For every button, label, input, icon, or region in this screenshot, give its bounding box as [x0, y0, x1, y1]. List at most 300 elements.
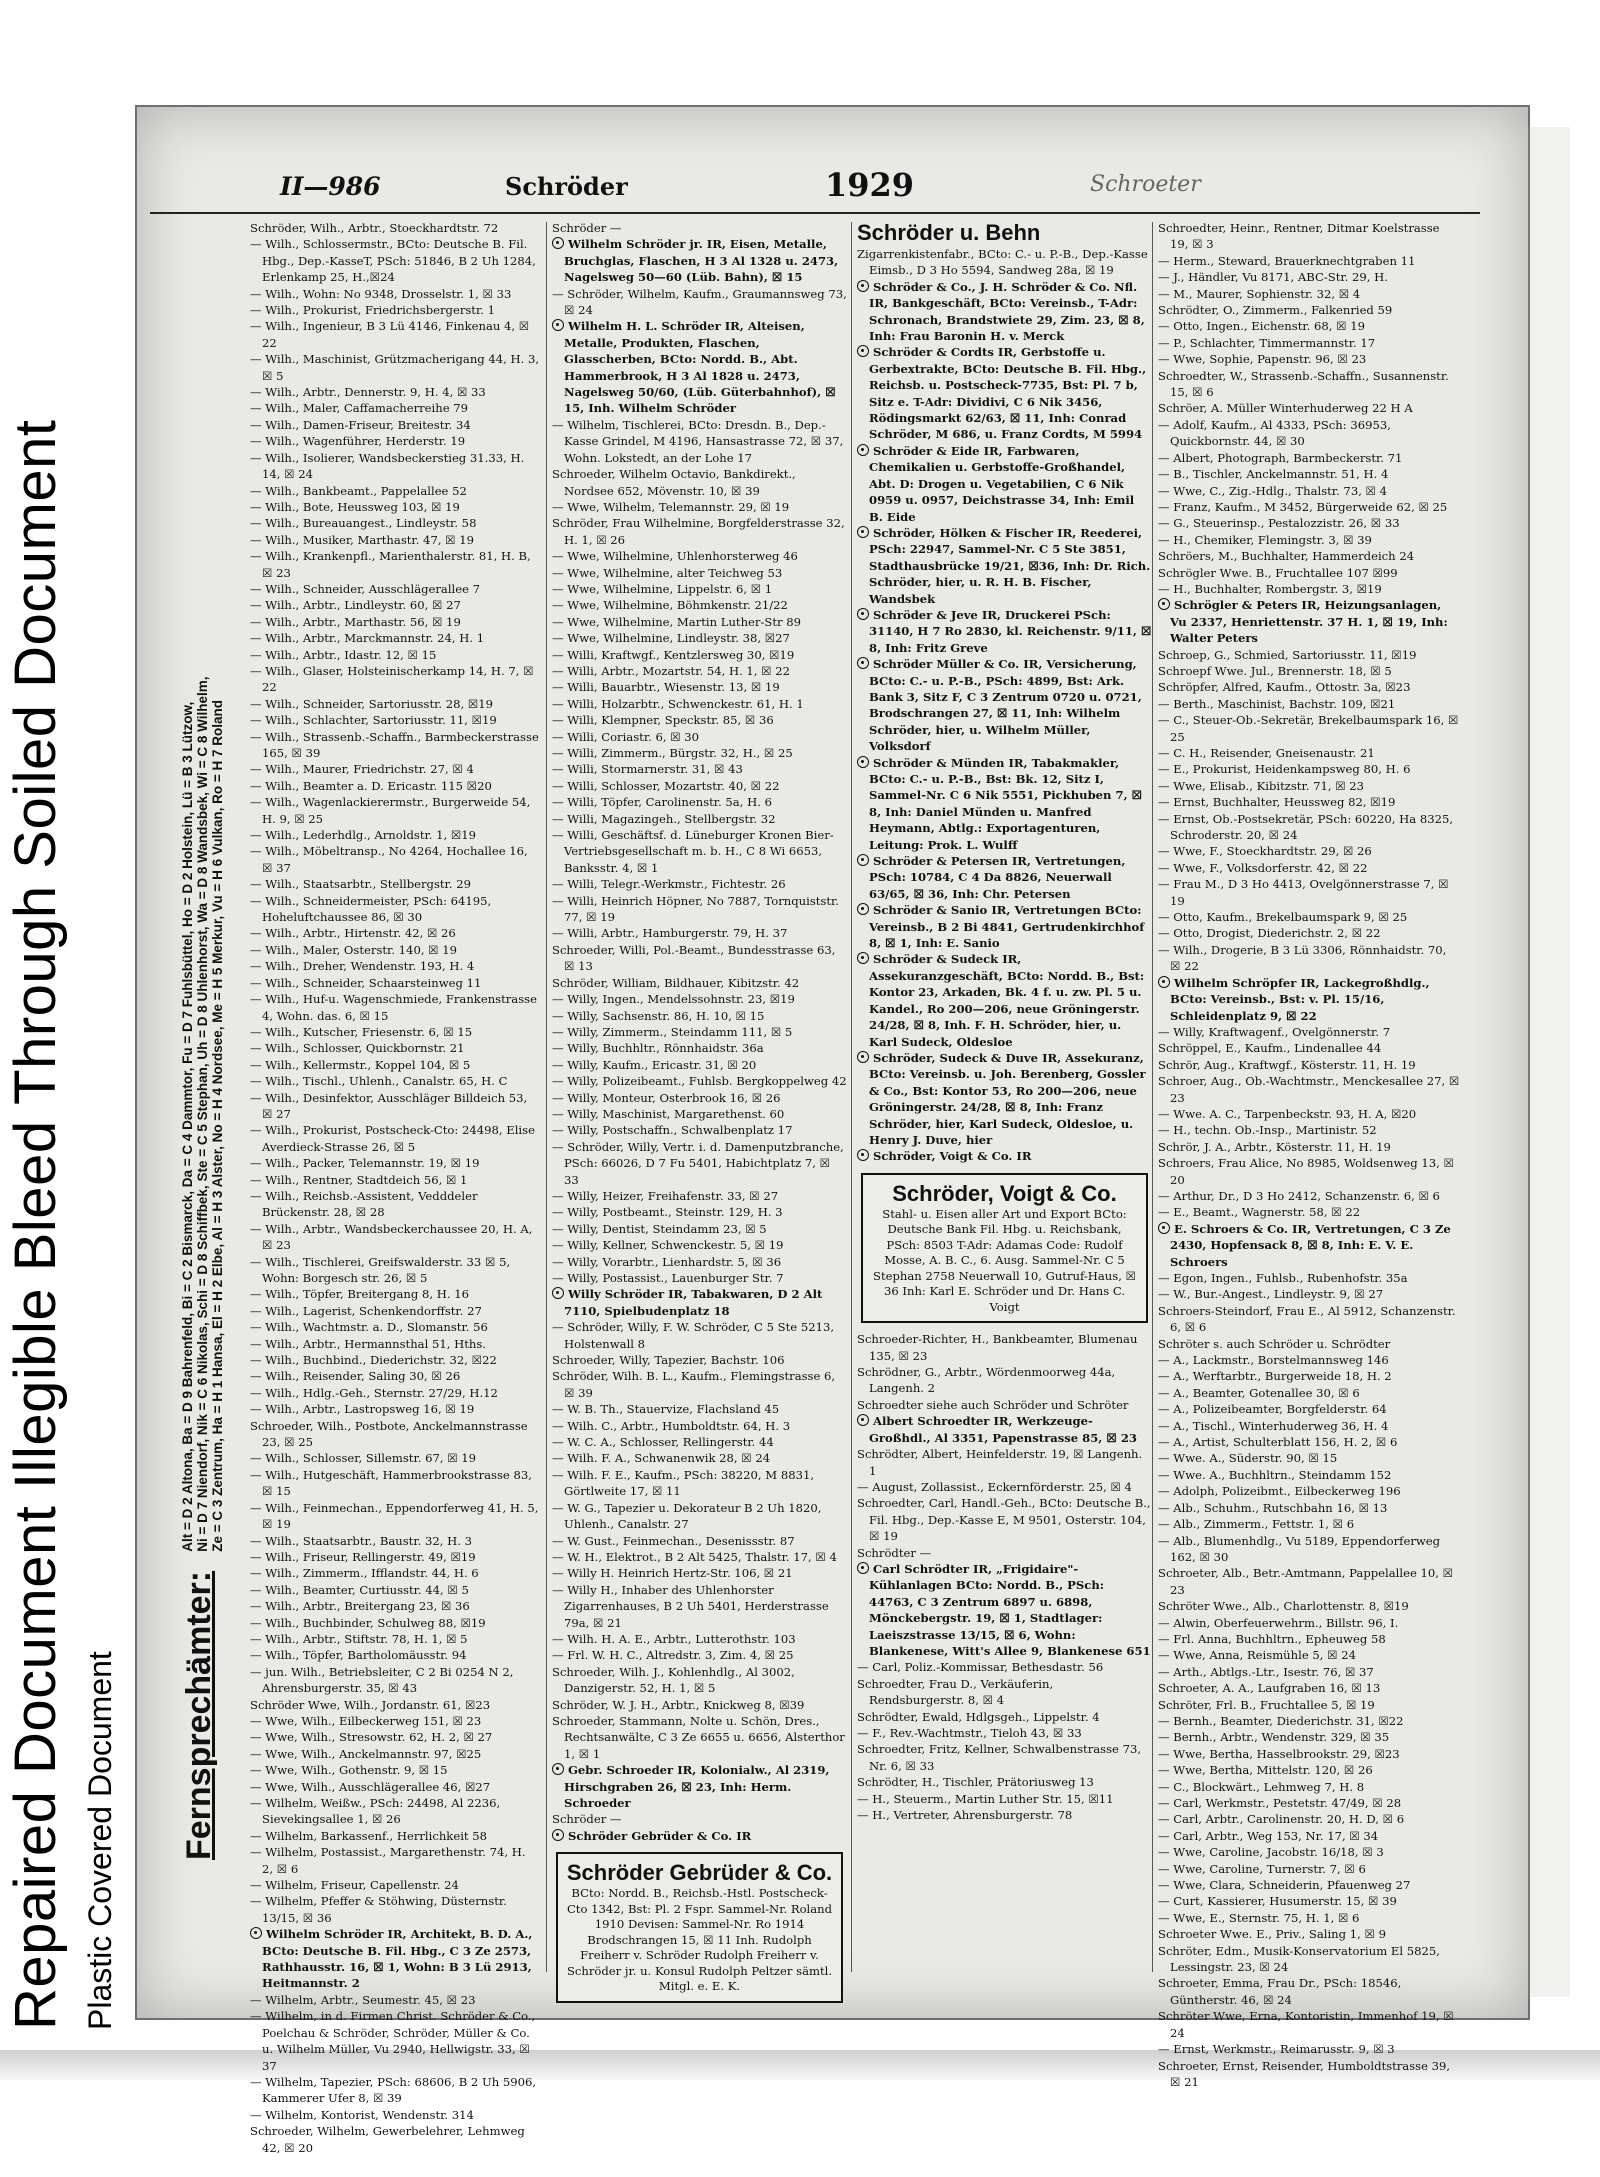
directory-entry: — Wilh., Maler, Osterstr. 140, ☒ 19	[250, 942, 458, 957]
directory-entry: — Wilh., Arbtr., Breitergang 23, ☒ 36	[250, 1599, 470, 1614]
directory-entry: Schröder —	[552, 221, 622, 235]
registered-firm-icon	[857, 903, 869, 915]
directory-entry: Schroeter, A. A., Laufgraben 16, ☒ 13	[1158, 1681, 1381, 1696]
directory-entry: — W. Gust., Feinmechan., Desenissstr. 87	[552, 1533, 795, 1548]
directory-entry: — Wilh., Schneider, Schaarsteinweg 11	[250, 975, 482, 990]
directory-entry: Schroeder, Wilhelm, Gewerbelehrer, Lehmweg 42, ☒ 20	[250, 2124, 525, 2155]
directory-entry: — Wilh., Hdlg.-Geh., Sternstr. 27/29, H.12	[250, 1385, 498, 1400]
directory-entry: Schrödter, H., Tischler, Prätoriusweg 13	[857, 1775, 1094, 1790]
directory-entry: Schröder, Hölken & Fischer IR, Reederei, PSch: 22947, Sammel-Nr. C 5 Ste 3851, Stadthausbrücke 19/21, ☒36, Inh: Dr. Rich. Schröder, hier, u. R. H. B. Fischer, Wandsbek	[857, 525, 1152, 607]
directory-entry: Schröder & Petersen IR, Vertretungen, PSch: 10784, C 4 Da 8826, Neuerwall 63/65, ☒ 36, Inh: Chr. Petersen	[857, 853, 1152, 902]
ad-schroeder-voigt	[861, 1173, 1148, 1324]
directory-entry: Wilhelm Schröder jr. IR, Eisen, Metalle, Bruchglas, Flaschen, H 3 Al 1328 u. 2473, Nagelsweg 50—60 (Lüb. Bahn), ☒ 15	[552, 236, 847, 285]
registered-firm-icon	[1158, 598, 1170, 610]
directory-entry: — Wilh., Strassenb.-Schaffn., Barmbeckerstrasse 165, ☒ 39	[250, 729, 539, 760]
directory-entry: — Wwe, Wilhelmine, Uhlenhorsterweg 46	[552, 549, 798, 564]
directory-entry: — W. B. Th., Stauervize, Flachsland 45	[552, 1402, 780, 1417]
ad-title: Schröder, Voigt & Co.	[892, 1180, 1117, 1206]
directory-entry: — E., Beamt., Wagnerstr. 58, ☒ 22	[1158, 1205, 1361, 1220]
directory-entry: — Wilh., Arbtr., Idastr. 12, ☒ 15	[250, 647, 437, 662]
directory-entry: — Wilh., Arbtr., Wandsbeckerchaussee 20, H. A, ☒ 23	[250, 1221, 533, 1253]
directory-entry: — Willy, Postbeamt., Steinstr. 129, H. 3	[552, 1205, 783, 1220]
directory-entry: — Willi, Schlosser, Mozartstr. 40, ☒ 22	[552, 778, 780, 793]
directory-entry: Schröder & Cordts IR, Gerbstoffe u. Gerbextrakte, BCto: Deutsche B. Fil. Hbg., Reichsb. u. Postscheck-7735, Bst: Pl. 7 b, Sitz e. T-Adr: Dividivi, C 6 Nik 3456, Rödingsmarkt 62/63, ☒ 11, Inh: Conrad Schröder, M 686, u. Franz Cordts, M 5994	[857, 344, 1152, 442]
directory-entry: — Wilhelm, Weißw., PSch: 24498, Al 2236, Sievekingsallee 1, ☒ 26	[250, 1796, 501, 1827]
directory-entry: — Wilh., Schlossermstr., BCto: Deutsche B. Fil. Hbg., Dep.-KasseT, PSch: 51846, B 2 Uh 1284, Erlenkamp 25, H.,☒24	[250, 237, 536, 285]
directory-entry: — Wilh., Huf-u. Wagenschmiede, Frankenstrasse 4, Wohn. das. 6, ☒ 15	[250, 992, 537, 1023]
directory-entry: Schröder & Münden IR, Tabakmakler, BCto: C.- u. P.-B., Bst: Bk. 12, Sitz I, Sammel-Nr. C 6 Nik 5551, Pickhuben 7, ☒ 8, Inh: Daniel Münden u. Manfred Heymann, Abtlg.: Exportagenturen, Leitung: Prok. L. Wulff	[857, 755, 1152, 853]
directory-entry: — Adolf, Kaufm., Al 4333, PSch: 36953, Quickbornstr. 44, ☒ 30	[1158, 417, 1391, 449]
directory-entry: — Wwe, Wilhelmine, Böhmkenstr. 21/22	[552, 598, 788, 613]
directory-entry: — Willi, Heinrich Höpner, No 7887, Tornquiststr. 77, ☒ 19	[552, 893, 839, 925]
directory-entry: — Wilh. F. A., Schwanenwik 28, ☒ 24	[552, 1451, 771, 1466]
column-rule	[1152, 222, 1153, 1972]
directory-entry: — Wwe. A., Buchhltrn., Steindamm 152	[1158, 1467, 1392, 1482]
directory-entry: — Wilh. C., Arbtr., Humboldtstr. 64, H. 3	[552, 1418, 791, 1433]
directory-entry: — Wilh., Tischl., Uhlenh., Canalstr. 65, H. C	[250, 1074, 508, 1089]
directory-entry: — Wilhelm, in d. Firmen Christ. Schröder & Co., Poelchau & Schröder, Schröder, Müller & Co. u. Wilhelm Müller, Vu 2940, Hellwigstr. 33, ☒ 37	[250, 2009, 536, 2073]
directory-entry: Schröder, Sudeck & Duve IR, Assekuranz, BCto: Vereinsb. u. Joh. Berenberg, Gossler & Co., Bst: Kontor 53, Ro 200—206, neue Gröningerstr. 24/28, ☒ 8, Inh: Franz Schröder, hier, Karl Sudeck, Oldesloe, u. Henry J. Duve, hier	[857, 1050, 1152, 1148]
directory-entry: — Wwe, Caroline, Jacobstr. 16/18, ☒ 3	[1158, 1845, 1384, 1860]
registered-firm-icon	[250, 1927, 262, 1939]
directory-entry: — Wilh., Schneidermeister, PSch: 64195, Hoheluftchaussee 86, ☒ 30	[250, 893, 492, 925]
directory-entry: — Willy, Postschaffn., Schwalbenplatz 17	[552, 1123, 793, 1138]
archive-stamp	[0, 150, 120, 2030]
directory-entry: — Wwe, Clara, Schneiderin, Pfauenweg 27	[1158, 1878, 1411, 1893]
registered-firm-icon	[552, 319, 564, 331]
directory-entry: — Willy, Heizer, Freihafenstr. 33, ☒ 27	[552, 1188, 779, 1203]
directory-entry: — Wilh., Bureauangest., Lindleystr. 58	[250, 516, 477, 531]
directory-entry: — Wilh., Friseur, Rellingerstr. 49, ☒19	[250, 1549, 476, 1564]
directory-entry: — Willi, Zimmerm., Bürgstr. 32, H., ☒ 25	[552, 746, 793, 760]
directory-entry: E. Schroers & Co. IR, Vertretungen, C 3 Ze 2430, Hopfensack 8, ☒ 8, Inh: E. V. E. Schroers	[1158, 1221, 1460, 1270]
legend-title: Fernsprechämter:	[180, 1570, 218, 1860]
directory-entry: — Willi, Stormarnerstr. 31, ☒ 43	[552, 762, 743, 777]
directory-entry: — H., Vertreter, Ahrensburgerstr. 78	[857, 1808, 1073, 1823]
directory-entry: — Wilh., Kellermstr., Koppel 104, ☒ 5	[250, 1057, 471, 1072]
directory-entry: — Wwe, Elisab., Kibitzstr. 71, ☒ 23	[1158, 778, 1365, 793]
directory-entry: Schroedter, Frau D., Verkäuferin, Rendsburgerstr. 8, ☒ 4	[857, 1676, 1054, 1708]
directory-entry: — Wilh., Schlachter, Sartoriusstr. 11, ☒19	[250, 713, 497, 728]
directory-entry: — C. H., Reisender, Gneisenaustr. 21	[1158, 746, 1375, 760]
directory-entry: — Wilh., Maschinist, Grützmacherigang 44, H. 3, ☒ 5	[250, 352, 540, 383]
directory-entry: — Wilh., Wagenführer, Herderstr. 19	[250, 434, 466, 449]
directory-entry: — Willi, Coriastr. 6, ☒ 30	[552, 729, 700, 744]
directory-entry: — Wwe, Wilh., Anckelmannstr. 97, ☒25	[250, 1746, 482, 1761]
directory-entry: Schroers-Steindorf, Frau E., Al 5912, Schanzenstr. 6, ☒ 6	[1158, 1303, 1456, 1335]
directory-entry: Schröder & Sudeck IR, Assekuranzgeschäft, BCto: Nordd. B., Bst: Kontor 23, Arkaden, Bk. 4 f. u. zw. Pl. 5 u. Kandel., Ro 200—206, neue Gröningerstr. 24/28, ☒ 8, Inh. F. H. Schröder, hier, u. Karl Sudeck, Oldesloe	[857, 951, 1152, 1049]
directory-entry: Schröers, M., Buchhalter, Hammerdeich 24	[1158, 549, 1415, 564]
directory-entry: — Wilh., Buchbind., Diederichstr. 32, ☒22	[250, 1353, 497, 1368]
directory-entry: — Wilh., Schneider, Ausschlägerallee 7	[250, 581, 481, 596]
directory-entry: — Alb., Blumenhdlg., Vu 5189, Eppendorferweg 162, ☒ 30	[1158, 1533, 1441, 1564]
directory-entry: — H., techn. Ob.-Insp., Martinistr. 52	[1158, 1123, 1377, 1138]
registered-firm-icon	[857, 952, 869, 964]
page-number: II—986	[280, 172, 381, 201]
directory-entry: Schrödner, G., Arbtr., Wördenmoorweg 44a, Langenh. 2	[857, 1365, 1116, 1396]
directory-entry: — Wwe, F., Stoeckhardtstr. 29, ☒ 26	[1158, 844, 1372, 859]
directory-entry: — Wilh., Feinmechan., Eppendorferweg 41, H. 5, ☒ 19	[250, 1500, 539, 1532]
directory-entry: — Albert, Photograph, Barmbeckerstr. 71	[1158, 450, 1403, 465]
registered-firm-icon	[857, 657, 869, 669]
directory-entry: Schröer, A. Müller Winterhuderweg 22 H A	[1158, 401, 1413, 416]
directory-entry: — Franz, Kaufm., M 3452, Bürgerweide 62, ☒ 25	[1158, 499, 1448, 514]
directory-entry: — Frl. Anna, Buchhltrn., Epheuweg 58	[1158, 1631, 1386, 1646]
directory-entry: — Willy, Buchhltr., Rönnhaidstr. 36a	[552, 1041, 764, 1056]
directory-entry: — Wwe, Wilhelmine, alter Teichweg 53	[552, 565, 783, 580]
directory-entry: — Willy, Dentist, Steindamm 23, ☒ 5	[552, 1221, 767, 1236]
directory-entry: — Carl, Arbtr., Carolinenstr. 20, H. D, ☒ 6	[1158, 1812, 1405, 1827]
directory-entry: — Carl, Werkmstr., Pestetstr. 47/49, ☒ 28	[1158, 1796, 1402, 1810]
directory-entry: Schröpfer, Alfred, Kaufm., Ottostr. 3a, ☒23	[1158, 680, 1411, 695]
directory-entry: — Wwe. A., Süderstr. 90, ☒ 15	[1158, 1451, 1338, 1466]
directory-entry: — Willy, Polizeibeamt., Fuhlsb. Bergkoppelweg 42	[552, 1074, 847, 1089]
directory-entry: — Curt, Kassierer, Husumerstr. 15, ☒ 39	[1158, 1894, 1397, 1909]
directory-entry: — W. G., Tapezier u. Dekorateur B 2 Uh 1820, Uhlenh., Canalstr. 27	[552, 1500, 822, 1532]
directory-entry: — A., Lackmstr., Borstelmannsweg 146	[1158, 1353, 1389, 1368]
directory-entry: — Wilh., Ingenieur, B 3 Lü 4146, Finkenau 4, ☒ 22	[250, 319, 530, 350]
directory-entry: — Willi, Arbtr., Hamburgerstr. 79, H. 37	[552, 926, 788, 941]
legend-codes	[180, 676, 225, 1551]
directory-entry: — Wilhelm, Barkassenf., Herrlichkeit 58	[250, 1828, 488, 1843]
directory-entry: Schröter Wwe, Erna, Kontoristin, Immenhof 19, ☒ 24	[1158, 2009, 1454, 2040]
directory-entry: — Wwe, F., Volksdorferstr. 42, ☒ 22	[1158, 860, 1368, 875]
directory-entry: Schröder —	[552, 1812, 622, 1827]
directory-entry: — Wilh., Beamter, Curtiusstr. 44, ☒ 5	[250, 1582, 469, 1597]
directory-entry: — Bernh., Beamter, Diederichstr. 31, ☒22	[1158, 1713, 1404, 1728]
directory-entry: — Willi, Geschäftsf. d. Lüneburger Kronen Bier-Vertriebsgesellschaft m. b. H., C 8 Wi 6653, Banksstr. 4, ☒ 1	[552, 828, 834, 875]
directory-entry: — Wilh., Wagenlackierermstr., Burgerweide 54, H. 9, ☒ 25	[250, 795, 531, 826]
ad-title: Schröder Gebrüder & Co.	[566, 1860, 833, 1886]
directory-entry: — Wilh., Maurer, Friedrichstr. 27, ☒ 4	[250, 762, 474, 777]
directory-entry: Schroer, Aug., Ob.-Wachtmstr., Menckesallee 27, ☒ 23	[1158, 1074, 1460, 1105]
directory-entry: — Wilh., Lagerist, Schenkendorffstr. 27	[250, 1303, 482, 1318]
directory-entry: — Wilh., Arbtr., Marckmannstr. 24, H. 1	[250, 631, 485, 646]
directory-entry: — F., Rev.-Wachtmstr., Tieloh 43, ☒ 33	[857, 1726, 1082, 1740]
directory-entry: — Wwe, Sophie, Papenstr. 96, ☒ 23	[1158, 352, 1367, 367]
directory-entry: — Otto, Kaufm., Brekelbaumspark 9, ☒ 25	[1158, 910, 1408, 925]
directory-entry: — Otto, Ingen., Eichenstr. 68, ☒ 19	[1158, 319, 1365, 334]
directory-entry: — Willi, Klempner, Speckstr. 85, ☒ 36	[552, 713, 774, 728]
registered-firm-icon	[857, 1051, 869, 1063]
directory-entry: — C., Blockwärt., Lehmweg 7, H. 8	[1158, 1779, 1365, 1794]
directory-entry: — Schröder, Willy, Vertr. i. d. Damenputzbranche, PSch: 66026, D 7 Fu 5401, Habichtplatz 7, ☒ 33	[552, 1139, 844, 1187]
registered-firm-icon	[857, 444, 869, 456]
directory-entry: — Wilh., Arbtr., Lindleystr. 60, ☒ 27	[250, 598, 461, 613]
directory-entry: — Wilh., Staatsarbtr., Baustr. 32, H. 3	[250, 1533, 472, 1548]
registered-firm-icon	[552, 1763, 564, 1775]
directory-entry: Schröder & Eide IR, Farbwaren, Chemikalien u. Gerbstoffe-Großhandel, Abt. D: Drogen u. Vegetabilien, C 6 Nik 0959 u. 0957, Deichstrasse 34, Inh: Emil B. Eide	[857, 443, 1152, 525]
directory-entry: — Wilh., Arbtr., Lastropsweg 16, ☒ 19	[250, 1402, 475, 1417]
directory-entry: — Wwe, Anna, Reismühle 5, ☒ 24	[1158, 1648, 1356, 1663]
directory-entry: — Wilhelm, Tischlerei, BCto: Dresdn. B., Dep.-Kasse Grindel, M 4196, Hansastrasse 72, ☒ 37, Wohn. Lokstedt, an der Lohe 17	[552, 417, 844, 465]
directory-entry: — Willy, Vorarbtr., Lienhardstr. 5, ☒ 36	[552, 1254, 782, 1269]
directory-entry: — A., Artist, Schulterblatt 156, H. 2, ☒ 6	[1158, 1435, 1398, 1450]
directory-entry: Schroedter, W., Strassenb.-Schaffn., Susannenstr. 15, ☒ 6	[1158, 368, 1449, 400]
directory-entry: — H., Buchhalter, Rombergstr. 3, ☒19	[1158, 581, 1382, 596]
directory-entry: — Wilh. H. A. E., Arbtr., Lutterothstr. 103	[552, 1631, 796, 1646]
directory-entry: — Wilh., Töpfer, Breitergang 8, H. 16	[250, 1287, 469, 1302]
directory-entry: — Wilh., Arbtr., Stiftstr. 78, H. 1, ☒ 5	[250, 1631, 468, 1646]
directory-entry: — Willy, Kaufm., Ericastr. 31, ☒ 20	[552, 1057, 757, 1072]
directory-entry: — A., Werftarbtr., Burgerweide 18, H. 2	[1158, 1369, 1392, 1384]
directory-entry: Gebr. Schroeder IR, Kolonialw., Al 2319, Hirschgraben 26, ☒ 23, Inh: Herm. Schroeder	[552, 1762, 847, 1811]
directory-entry: Schröder, Wilh. B. L., Kaufm., Flemingstrasse 6, ☒ 39	[552, 1369, 836, 1400]
directory-entry: — Carl, Poliz.-Kommissar, Bethesdastr. 56	[857, 1660, 1104, 1675]
adjacent-page-edge	[1528, 127, 1570, 1997]
directory-entry: Schröder Müller & Co. IR, Versicherung, BCto: C.- u. P.-B., PSch: 4899, Bst: Ark. Bank 3, Sitz F, C 3 Zentrum 0720 u. 0721, Brodschrangen 27, ☒ 11, Inh: Wilhelm Schröder, hier, u. Wilhelm Müller, Volksdorf	[857, 656, 1152, 754]
directory-entry: — Wilh., Lederhdlg., Arnoldstr. 1, ☒19	[250, 828, 477, 843]
directory-entry: Schröder & Sanio IR, Vertretungen BCto: Vereinsb., B 2 Bi 4841, Gertrudenkirchhof 8, ☒ 1, Inh: E. Sanio	[857, 902, 1152, 951]
directory-entry: — Egon, Ingen., Fuhlsb., Rubenhofstr. 35a	[1158, 1271, 1408, 1285]
directory-entry: — A., Polizeibeamter, Borgfelderstr. 64	[1158, 1402, 1387, 1417]
registered-firm-icon	[552, 1287, 564, 1299]
directory-entry: — W. H., Elektrot., B 2 Alt 5425, Thalstr. 17, ☒ 4	[552, 1549, 837, 1564]
directory-entry: — Wilh., Desinfektor, Ausschläger Billdeich 53, ☒ 27	[250, 1090, 528, 1121]
directory-entry: — Willy, Kraftwagenf., Ovelgönnerstr. 7	[1158, 1024, 1391, 1039]
directory-entry: — Wwe, Caroline, Turnerstr. 7, ☒ 6	[1158, 1861, 1366, 1876]
directory-entry: Schroeter, Emma, Frau Dr., PSch: 18546, Güntherstr. 46, ☒ 24	[1158, 1976, 1402, 2007]
directory-entry: — Wwe, Wilhelmine, Lippelstr. 6, ☒ 1	[552, 581, 773, 596]
directory-entry: — B., Tischler, Anckelmannstr. 51, H. 4	[1158, 467, 1389, 482]
directory-entry: — Wilh., Rentner, Stadtdeich 56, ☒ 1	[250, 1172, 468, 1187]
directory-entry: Schroedter, Fritz, Kellner, Schwalbenstrasse 73, Nr. 6, ☒ 33	[857, 1742, 1142, 1773]
directory-entry: Schröppel, E., Kaufm., Lindenallee 44	[1158, 1041, 1382, 1056]
column-3-entries-lower	[857, 1331, 1152, 1823]
directory-entry: — Wilh., Wohn: No 9348, Drosselstr. 1, ☒ 33	[250, 286, 512, 301]
directory-entry: — Wilh., Packer, Telemannstr. 19, ☒ 19	[250, 1156, 480, 1171]
ad-body: Stahl- u. Eisen aller Art und Export BCto: Deutsche Bank Fil. Hbg. u. Reichsbank, PSch: 8503 T-Adr: Adamas Code: Rudolf Mosse, A. B. C., 6. Ausg. Sammel-Nr. C 5 Stephan 2758 Neuerwall 10, Gutruf-Haus, ☒ 36 Inh: Karl E. Schröder und Dr. Hans C. Voigt	[873, 1206, 1136, 1314]
directory-entry: — Wwe, Bertha, Hasselbrookstr. 29, ☒23	[1158, 1746, 1400, 1761]
directory-entry: — Wwe, Wilh., Ausschlägerallee 46, ☒27	[250, 1779, 491, 1794]
directory-entry: — Wilh., Wachtmstr. a. D., Slomanstr. 56	[250, 1320, 488, 1335]
directory-entry: — Wilh., Schlosser, Sillemstr. 67, ☒ 19	[250, 1451, 477, 1466]
directory-entry: — Wilh., Kutscher, Friesenstr. 6, ☒ 15	[250, 1024, 473, 1039]
directory-entry: Schröter, Edm., Musik-Konservatorium El 5825, Lessingstr. 23, ☒ 24	[1158, 1943, 1440, 1975]
directory-entry: — Wilh., Beamter a. D. Ericastr. 115 ☒20	[250, 778, 492, 793]
directory-entry: Schrör, J. A., Arbtr., Kösterstr. 11, H. 19	[1158, 1139, 1391, 1154]
directory-entry: — August, Zollassist., Eckernförderstr. 25, ☒ 4	[857, 1479, 1132, 1494]
directory-entry: Zigarrenkistenfabr., BCto: C.- u. P.-B., Dep.-Kasse Eimsb., D 3 Ho 5594, Sandweg 28a, ☒ 19	[857, 247, 1148, 278]
directory-entry: — G., Steuerinsp., Pestalozzistr. 26, ☒ 33	[1158, 516, 1400, 531]
directory-entry: — Willi, Töpfer, Carolinenstr. 5a, H. 6	[552, 795, 772, 810]
header-year: 1929	[825, 166, 915, 204]
directory-entry: — C., Steuer-Ob.-Sekretär, Brekelbaumspark 16, ☒ 25	[1158, 713, 1459, 744]
registered-firm-icon	[857, 1414, 869, 1426]
directory-entry: Schroeter, Alb., Betr.-Amtmann, Pappelallee 10, ☒ 23	[1158, 1566, 1454, 1597]
registered-firm-icon	[857, 1562, 869, 1574]
registered-firm-icon	[1158, 1222, 1170, 1234]
directory-entry: — Wilh., Töpfer, Bartholomäusstr. 94	[250, 1648, 467, 1663]
directory-entry: — Wilh., Prokurist, Friedrichsbergerstr. 1	[250, 303, 495, 318]
directory-entry: — Wilh., Drogerie, B 3 Lü 3306, Rönnhaidstr. 70, ☒ 22	[1158, 942, 1447, 974]
directory-entry: — H., Steuerm., Martin Luther Str. 15, ☒11	[857, 1791, 1114, 1806]
directory-entry: — Willi, Bauarbtr., Wiesenstr. 13, ☒ 19	[552, 680, 780, 695]
directory-entry: — Frl. W. H. C., Altredstr. 3, Zim. 4, ☒ 25	[552, 1648, 794, 1663]
directory-entry: Schroeder, Wilh., Postbote, Anckelmannstrasse 23, ☒ 25	[250, 1418, 528, 1450]
directory-entry: — E., Prokurist, Heidenkampsweg 80, H. 6	[1158, 762, 1411, 777]
directory-entry: — Wilhelm, Tapezier, PSch: 68606, B 2 Uh 5906, Kammerer Ufer 8, ☒ 39	[250, 2074, 537, 2106]
directory-entry: Schröder Gebrüder & Co. IR	[552, 1828, 847, 1844]
directory-entry: — Arthur, Dr., D 3 Ho 2412, Schanzenstr. 6, ☒ 6	[1158, 1188, 1440, 1203]
directory-entry: — Willi, Kraftwgf., Kentzlersweg 30, ☒19	[552, 647, 795, 662]
directory-entry: Wilhelm Schröder IR, Architekt, B. D. A., BCto: Deutsche B. Fil. Hbg., C 3 Ze 2573, Rathhausstr. 16, ☒ 1, Wohn: B 3 Lü 2913, Heitmannstr. 2	[250, 1926, 540, 1992]
page-header	[150, 166, 1480, 214]
directory-entry: Schrögler Wwe. B., Fruchtallee 107 ☒99	[1158, 565, 1398, 580]
directory-entry: — W. C. A., Schlosser, Rellingerstr. 44	[552, 1435, 774, 1450]
directory-entry: Schröder, W. J. H., Arbtr., Knickweg 8, ☒39	[552, 1697, 805, 1712]
directory-entry: Schroeder, Wilh. J., Kohlenhdlg., Al 3002, Danzigerstr. 52, H. 1, ☒ 5	[552, 1664, 795, 1696]
directory-entry: Schröder & Jeve IR, Druckerei PSch: 31140, H 7 Ro 2830, kl. Reichenstr. 9/11, ☒ 8, Inh: Fritz Greve	[857, 607, 1152, 656]
directory-entry: — Willy H. Heinrich Hertz-Str. 106, ☒ 21	[552, 1566, 793, 1581]
directory-entry: Wilhelm H. L. Schröder IR, Alteisen, Metalle, Produkten, Flaschen, Glasscherben, BCto: Nordd. B., Abt. Hammerbrook, H 3 Al 1828 u. 2473, Nagelsweg 50/60, (Lüb. Güterbahnhof), ☒ 15, Inh. Wilhelm Schröder	[552, 318, 847, 416]
registered-firm-icon	[857, 526, 869, 538]
directory-entry: — Willy, Maschinist, Margarethenst. 60	[552, 1106, 785, 1121]
directory-entry: — Wilh., Dreher, Wendenstr. 193, H. 4	[250, 959, 475, 974]
directory-entry: — Wwe, Wilh., Stresowstr. 62, H. 2, ☒ 27	[250, 1730, 493, 1745]
directory-entry: Schroeder, Stammann, Nolte u. Schön, Dres., Rechtsanwälte, C 3 Ze 6655 u. 6656, Alsterthor 1, ☒ 1	[552, 1713, 845, 1761]
directory-entry: — Alb., Schuhm., Rutschbahn 16, ☒ 13	[1158, 1500, 1388, 1515]
directory-entry: Schrör, Aug., Kraftwgf., Kösterstr. 11, H. 19	[1158, 1057, 1416, 1072]
directory-entry: — H., Chemiker, Flemingstr. 3, ☒ 39	[1158, 532, 1372, 547]
registered-firm-icon	[857, 608, 869, 620]
directory-entry: — Berth., Maschinist, Bachstr. 109, ☒21	[1158, 696, 1396, 711]
directory-entry: — Wilh., Bankbeamt., Pappelallee 52	[250, 483, 467, 498]
exchange-legend	[180, 220, 225, 1860]
directory-entry: — Wilhelm, Friseur, Capellenstr. 24	[250, 1878, 459, 1893]
directory-entry: — Wilh. F. E., Kaufm., PSch: 38220, M 8831, Görtlweite 17, ☒ 11	[552, 1467, 815, 1499]
stamp-line-2: Plastic Covered Document	[82, 1651, 118, 2030]
directory-entry: Schroeder-Richter, H., Bankbeamter, Blumenau 135, ☒ 23	[857, 1332, 1138, 1363]
directory-entry: Schrödter —	[857, 1545, 932, 1560]
legend-row: Ze = C 3 Zentrum, Ha = H 1 Hansa, El = H 2 Elbe, Al = H 3 Alster, No = H 4 Nordsee, Me = H 5 Merkur, Vu = H 6 Vulkan, Ro = H 7 Roland	[210, 700, 225, 1552]
directory-entry: — P., Schlachter, Timmermannstr. 17	[1158, 335, 1376, 350]
directory-entry: Albert Schroedter IR, Werkzeuge-Großhdl., Al 3351, Papenstrasse 85, ☒ 23	[857, 1413, 1152, 1446]
directory-entry: Schroeter Wwe. E., Priv., Saling 1, ☒ 9	[1158, 1927, 1386, 1942]
directory-entry: — Wwe, E., Sternstr. 75, H. 1, ☒ 6	[1158, 1910, 1360, 1925]
directory-entry: — Wilh., Staatsarbtr., Stellbergstr. 29	[250, 877, 471, 892]
directory-entry: — Willy, Postassist., Lauenburger Str. 7	[552, 1271, 784, 1285]
directory-entry: Schroedter, Carl, Handl.-Geh., BCto: Deutsche B., Fil. Hbg., Dep.-Kasse E, M 9501, Osterstr. 104, ☒ 19	[857, 1496, 1151, 1544]
directory-entry: — Wwe, Wilh., Gothenstr. 9, ☒ 15	[250, 1763, 448, 1778]
ad-schroeder-gebrueder	[556, 1852, 843, 2003]
directory-entry: — Frau M., D 3 Ho 4413, Ovelgönnerstrasse 7, ☒ 19	[1158, 877, 1449, 908]
directory-entry: — Willi, Arbtr., Mozartstr. 54, H. 1, ☒ 22	[552, 663, 791, 678]
directory-entry: — Ernst, Buchhalter, Heussweg 82, ☒19	[1158, 795, 1396, 810]
column-3	[857, 220, 1152, 1975]
directory-entry: Schrödter, Ewald, Hdlgsgeh., Lippelstr. 4	[857, 1709, 1100, 1724]
directory-entry: — Wilhelm, Pfeffer & Stöhwing, Düsternstr. 13/15, ☒ 36	[250, 1894, 507, 1925]
directory-entry: Schroedter siehe auch Schröder und Schröter	[857, 1397, 1129, 1412]
column-2	[552, 220, 847, 1994]
directory-entry: Schroeder, Willi, Pol.-Beamt., Bundesstrasse 63, ☒ 13	[552, 942, 836, 974]
directory-entry: — Wilh., Arbtr., Dennerstr. 9, H. 4, ☒ 33	[250, 385, 486, 400]
directory-entry: — Adolph, Polizeibmt., Eilbeckerweg 196	[1158, 1484, 1401, 1499]
directory-entry: Schroepf Wwe. Jul., Brennerstr. 18, ☒ 5	[1158, 663, 1392, 678]
ad-body: BCto: Nordd. B., Reichsb.-Hstl. Postscheck-Cto 1342, Bst: Pl. 2 Fspr. Sammel-Nr. Roland 1910 Devisen: Sammel-Nr. Ro 1914 Brodschrangen 15, ☒ 11 Inh. Rudolph Freiherr v. Schröder Rudolph Freiherr v. Schröder jr. u. Konsul Rudolph Peltzer sämtl. Mitgl. e. E. K.	[566, 1886, 833, 1994]
directory-entry: Carl Schrödter IR, „Frigidaire"-Kühlanlagen BCto: Nordd. B., PSch: 44763, C 3 Zentrum 6897 u. 6898, Mönckebergstr. 19, ☒ 1, Stadtlager: Laeiszstrasse 13/15, ☒ 6, Wohn: Blankenese, Witt's Allee 9, Blankenese 651	[857, 1561, 1152, 1659]
directory-entry: — Alb., Zimmerm., Fettstr. 1, ☒ 6	[1158, 1517, 1355, 1532]
directory-entry: — J., Händler, Vu 8171, ABC-Str. 29, H.	[1158, 270, 1388, 285]
directory-entry: — A., Beamter, Gotenallee 30, ☒ 6	[1158, 1385, 1360, 1400]
registered-firm-icon	[552, 1829, 564, 1841]
directory-entry: — Wwe, Bertha, Mittelstr. 120, ☒ 26	[1158, 1763, 1373, 1778]
column-4	[1158, 220, 1460, 2089]
directory-entry: — Willy, Ingen., Mendelssohnstr. 23, ☒19	[552, 992, 795, 1007]
directory-entry: — Schröder, Willy, F. W. Schröder, C 5 Ste 5213, Holstenwall 8	[552, 1320, 835, 1351]
directory-entry: — Ernst, Ob.-Postsekretär, PSch: 60220, Ha 8325, Schroderstr. 20, ☒ 24	[1158, 811, 1454, 843]
column-3-heading: Schröder u. Behn	[857, 220, 1041, 245]
registered-firm-icon	[857, 756, 869, 768]
column-1	[250, 220, 540, 2155]
directory-entry: Schröter Wwe., Alb., Charlottenstr. 8, ☒19	[1158, 1599, 1409, 1614]
directory-entry: — Wilh., Krankenpfl., Marienthalerstr. 81, H. B, ☒ 23	[250, 549, 531, 580]
directory-entry: Schroeter, Ernst, Reisender, Humboldtstrasse 39, ☒ 21	[1158, 2058, 1451, 2089]
directory-entry: — Otto, Drogist, Diederichstr. 2, ☒ 22	[1158, 926, 1381, 941]
directory-entry: — Wilh., Reisender, Saling 30, ☒ 26	[250, 1369, 461, 1384]
directory-entry: — Herm., Steward, Brauerknechtgraben 11	[1158, 253, 1416, 268]
directory-entry: Willy Schröder IR, Tabakwaren, D 2 Alt 7110, Spielbudenplatz 18	[552, 1286, 847, 1319]
directory-entry: Schroeder, Wilhelm Octavio, Bankdirekt., Nordsee 652, Mövenstr. 10, ☒ 39	[552, 467, 796, 498]
directory-entry: Schroep, G., Schmied, Sartoriusstr. 11, ☒19	[1158, 647, 1417, 662]
directory-entry: — Wilhelm, Arbtr., Seumestr. 45, ☒ 23	[250, 1992, 476, 2007]
directory-entry: Schröder Wwe, Wilh., Jordanstr. 61, ☒23	[250, 1697, 491, 1712]
directory-entry: Schroedter, Heinr., Rentner, Ditmar Koelstrasse 19, ☒ 3	[1158, 221, 1440, 252]
directory-entry: Schröder, William, Bildhauer, Kibitzstr. 42	[552, 975, 800, 990]
directory-entry: Schröter, Frl. B., Fruchtallee 5, ☒ 19	[1158, 1697, 1375, 1712]
directory-entry: — Wwe, Wilhelm, Telemannstr. 29, ☒ 19	[552, 499, 790, 514]
directory-entry: — Willi, Magazingeh., Stellbergstr. 32	[552, 811, 776, 826]
column-rule	[851, 222, 852, 1972]
directory-entry: — Wilh., Bote, Heussweg 103, ☒ 19	[250, 499, 460, 514]
header-next-name: Schroeter	[1090, 172, 1201, 197]
directory-entry: Schröder, Wilh., Arbtr., Stoeckhardtstr. 72	[250, 221, 499, 235]
directory-entry: — Willy, Sachsenstr. 86, H. 10, ☒ 15	[552, 1008, 765, 1023]
directory-entry: — W., Bur.-Angest., Lindleystr. 9, ☒ 27	[1158, 1287, 1384, 1302]
legend-row: Alt = D 2 Altona, Ba = D 9 Bahrenfeld, Bi = C 2 Bismarck, Da = C 4 Dammtor, Fu = D 7 Fuhlsbüttel, Ho = D 2 Holstein, Lü = B 3 Lützow,	[180, 701, 195, 1552]
directory-entry: Schrögler & Peters IR, Heizungsanlagen, Vu 2337, Henriettenstr. 37 H. 1, ☒ 19, Inh: Walter Peters	[1158, 597, 1460, 646]
directory-entry: — Wilh., Arbtr., Hirtenstr. 42, ☒ 26	[250, 926, 456, 941]
directory-entry: — Wilh., Damen-Friseur, Breitestr. 34	[250, 417, 471, 432]
directory-entry: Schröder, Voigt & Co. IR	[857, 1148, 1152, 1164]
directory-entry: — Wilh., Glaser, Holsteinischerkamp 14, H. 7, ☒ 22	[250, 663, 534, 695]
directory-entry: Schröder, Frau Wilhelmine, Borgfelderstrasse 32, H. 1, ☒ 26	[552, 516, 845, 547]
directory-entry: — Wilh., Möbeltransp., No 4264, Hochallee 16, ☒ 37	[250, 844, 528, 875]
directory-entry: — Carl, Arbtr., Weg 153, Nr. 17, ☒ 34	[1158, 1828, 1379, 1843]
directory-entry: — Willi, Telegr.-Werkmstr., Fichtestr. 26	[552, 877, 786, 892]
directory-entry: — Willi, Holzarbtr., Schwenckestr. 61, H. 1	[552, 696, 804, 711]
directory-entry: — A., Tischl., Winterhuderweg 36, H. 4	[1158, 1418, 1389, 1433]
directory-entry: — Wilh., Musiker, Marthastr. 47, ☒ 19	[250, 532, 475, 547]
directory-entry: — Wilh., Schneider, Sartoriusstr. 28, ☒19	[250, 696, 494, 711]
directory-entry: Schroers, Frau Alice, No 8985, Woldsenweg 13, ☒ 20	[1158, 1156, 1454, 1187]
directory-entry: — Wilhelm, Kontorist, Wendenstr. 314	[250, 2107, 474, 2122]
column-3-entries	[857, 246, 1152, 1165]
directory-entry: — Wilh., Buchbinder, Schulweg 88, ☒19	[250, 1615, 486, 1630]
directory-entry: — Alwin, Oberfeuerwehrm., Billstr. 96, I.	[1158, 1615, 1399, 1630]
registered-firm-icon	[1158, 976, 1170, 988]
directory-entry: — Wilh., Prokurist, Postscheck-Cto: 24498, Elise Averdieck-Strasse 26, ☒ 5	[250, 1123, 535, 1154]
directory-entry: — M., Maurer, Sophienstr. 32, ☒ 4	[1158, 286, 1361, 301]
directory-entry: Wilhelm Schröpfer IR, Lackegroßhdlg., BCto: Vereinsb., Bst: v. Pl. 15/16, Schleidenplatz 9, ☒ 22	[1158, 975, 1460, 1024]
directory-entry: — Wwe, Wilh., Eilbeckerweg 151, ☒ 23	[250, 1713, 482, 1728]
column-2-entries	[552, 220, 847, 1844]
header-surname: Schröder	[505, 172, 628, 201]
directory-entry: — Wilh., Schlosser, Quickbornstr. 21	[250, 1041, 465, 1056]
directory-entry: — Wwe, C., Zig.-Hdlg., Thalstr. 73, ☒ 4	[1158, 483, 1388, 498]
column-rule	[546, 222, 547, 1972]
directory-entry: — Wilh., Arbtr., Marthastr. 56, ☒ 19	[250, 614, 461, 629]
